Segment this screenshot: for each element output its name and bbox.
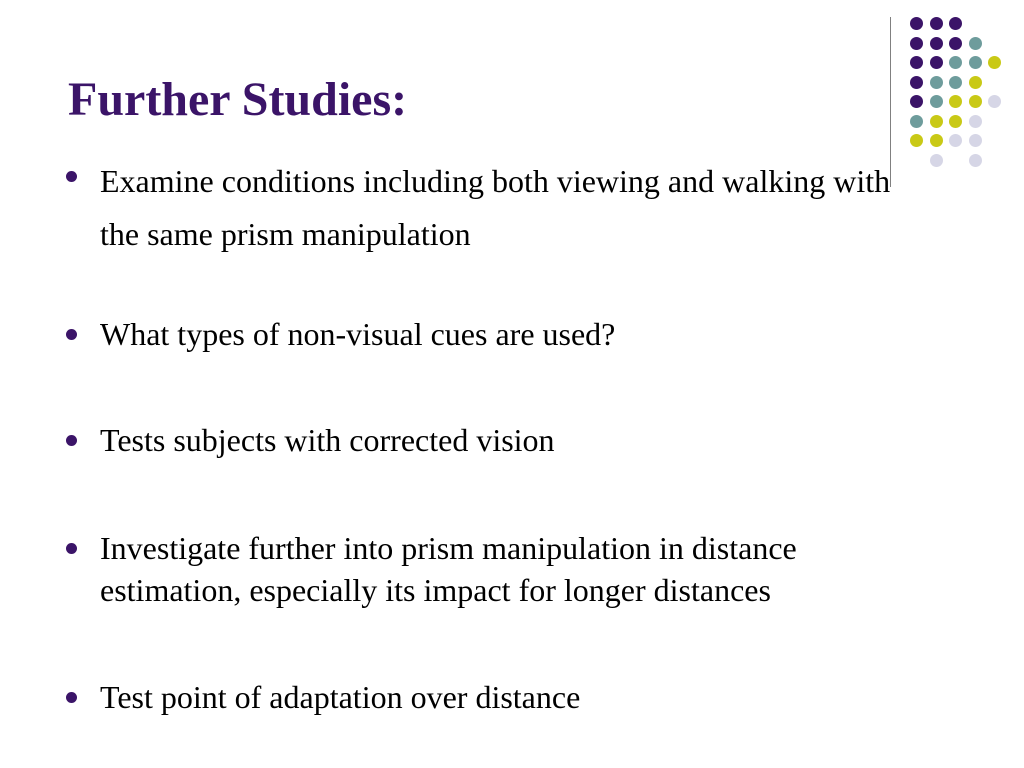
slide-title: Further Studies: <box>68 73 408 126</box>
decorative-dot <box>969 115 982 128</box>
bullet-item <box>66 527 926 611</box>
bullet-item <box>66 313 926 355</box>
decorative-dot <box>969 76 982 89</box>
decorative-dot <box>930 134 943 147</box>
bullet-item <box>66 419 926 461</box>
decorative-dot-grid <box>900 12 1020 172</box>
bullet-item <box>66 155 926 261</box>
decorative-dot <box>949 17 962 30</box>
decorative-dot <box>969 95 982 108</box>
bullet-text: What types of non-visual cues are used? <box>100 316 616 352</box>
decorative-dot <box>930 56 943 69</box>
decorative-dot <box>930 115 943 128</box>
decorative-dot <box>910 37 923 50</box>
decorative-dot <box>910 134 923 147</box>
bullet-marker <box>66 543 77 554</box>
bullet-marker <box>66 171 77 182</box>
decorative-dot <box>930 37 943 50</box>
decorative-dot <box>930 95 943 108</box>
decorative-dot <box>988 95 1001 108</box>
bullet-text: Investigate further into prism manipulation in distance estimation, especially its impact for longer distances <box>100 530 797 608</box>
decorative-dot <box>910 95 923 108</box>
decorative-dot <box>930 76 943 89</box>
bullet-text: Tests subjects with corrected vision <box>100 422 555 458</box>
decorative-dot <box>910 56 923 69</box>
decorative-dot <box>930 154 943 167</box>
bullet-marker <box>66 692 77 703</box>
decorative-dot <box>930 17 943 30</box>
decorative-dot <box>910 115 923 128</box>
decorative-dot <box>949 95 962 108</box>
decorative-dot <box>949 115 962 128</box>
decorative-dot <box>910 17 923 30</box>
decorative-dot <box>949 56 962 69</box>
bullet-item <box>66 676 926 718</box>
decorative-dot <box>969 37 982 50</box>
decorative-dot <box>949 134 962 147</box>
decorative-dot <box>969 56 982 69</box>
decorative-dot <box>949 37 962 50</box>
bullet-marker <box>66 435 77 446</box>
bullet-text: Examine conditions including both viewing and walking with the same prism manipulation <box>100 163 891 252</box>
decorative-dot <box>988 56 1001 69</box>
bullet-marker <box>66 329 77 340</box>
bullet-text: Test point of adaptation over distance <box>100 679 581 715</box>
decorative-dot <box>910 76 923 89</box>
decorative-dot <box>949 76 962 89</box>
decorative-dot <box>969 134 982 147</box>
decorative-dot <box>969 154 982 167</box>
